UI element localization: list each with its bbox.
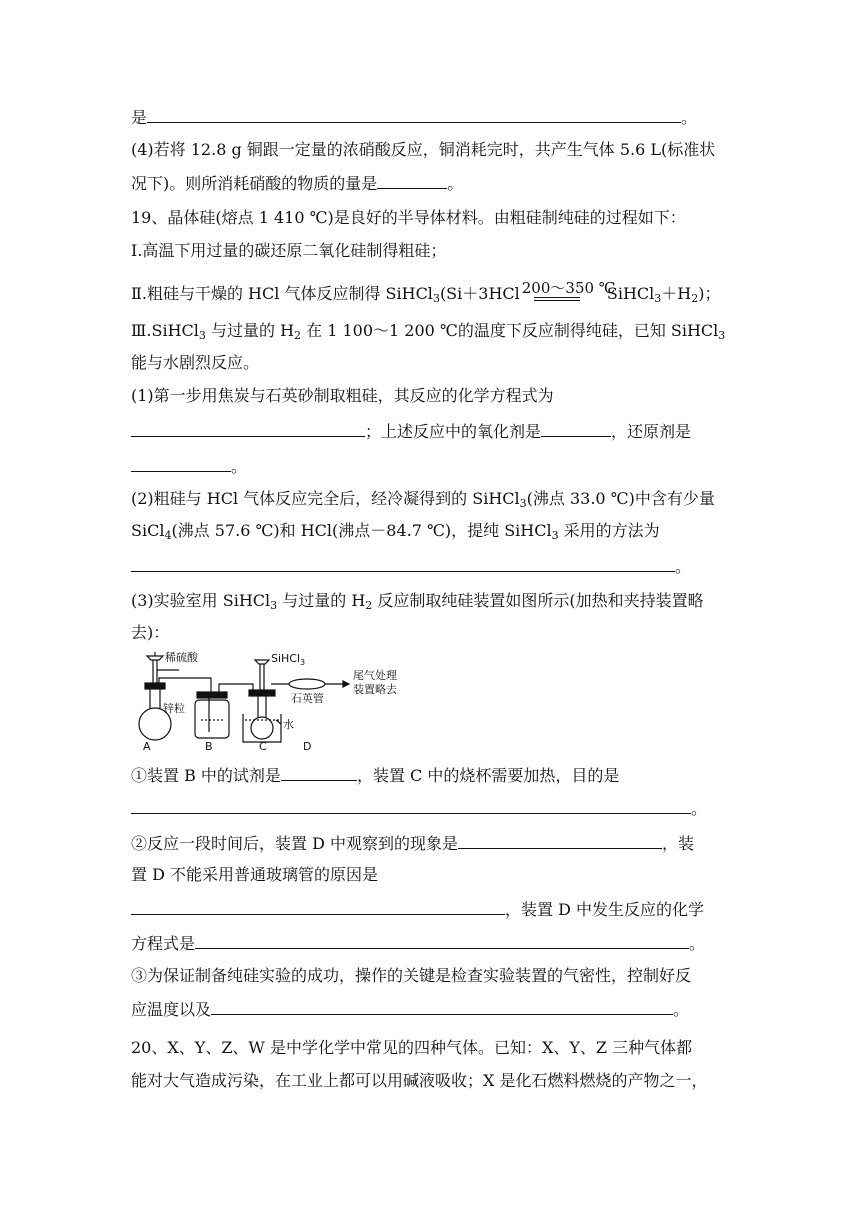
sihcl3-text: SiHCl	[271, 652, 301, 665]
condition-text: 200～350 ℃	[521, 279, 616, 297]
text: 能与水剧烈反应。	[131, 353, 260, 372]
text-line	[131, 898, 741, 921]
text: (沸点 33.0 ℃)中含有少量	[526, 489, 715, 508]
answer-blank[interactable]	[131, 898, 505, 915]
text-line	[131, 106, 741, 129]
text: 与过量的 H	[205, 321, 295, 340]
step-2	[131, 279, 741, 305]
quartz-tube-label: 石英管	[291, 692, 324, 705]
text: 。	[689, 934, 706, 953]
answer-blank[interactable]	[377, 172, 447, 189]
text-line	[131, 172, 741, 195]
answer-blank[interactable]	[211, 998, 673, 1015]
text: 是	[131, 108, 148, 127]
answer-blank[interactable]	[458, 832, 662, 849]
text: Ⅲ.SiHCl	[131, 321, 199, 340]
text: 能对大气造成污染，在工业上都可以用碱液吸收；X 是化石燃料燃烧的产物之一，	[131, 1071, 708, 1090]
subquestion-3	[131, 590, 741, 612]
label-a: A	[143, 740, 151, 752]
apparatus-diagram	[131, 648, 401, 752]
subscript: 4	[164, 529, 172, 542]
tail-gas-label-line1: 尾气处理	[353, 669, 397, 682]
arrow-icon	[343, 681, 349, 687]
question-4	[131, 139, 741, 161]
text-line	[131, 932, 741, 955]
flask-c-neck	[258, 696, 266, 717]
text: 。	[231, 457, 248, 476]
text: 采用的方法为	[558, 521, 660, 540]
subquestion-3-1	[131, 764, 741, 787]
text: ③为保证制备纯硅实验的成功，操作的关键是检查实验装置的气密性，控制好反	[131, 966, 692, 985]
reaction-condition	[520, 279, 616, 305]
subscript: 3	[551, 529, 559, 542]
answer-blank[interactable]	[195, 932, 689, 949]
text: )；	[698, 284, 721, 303]
text: (3)实验室用 SiHCl	[131, 591, 271, 610]
text: 19、晶体硅(熔点 1 410 ℃)是良好的半导体材料。由粗硅制纯硅的过程如下：	[131, 208, 686, 227]
dropping-funnel-a-icon	[147, 656, 163, 660]
text-line	[131, 520, 741, 542]
equal-sign	[534, 297, 580, 301]
stopper-a	[145, 683, 165, 689]
label-d: D	[303, 740, 312, 752]
funnel-c-stem	[260, 664, 264, 690]
subscript: 3	[270, 599, 278, 612]
bottle-b-icon	[195, 700, 229, 738]
answer-blank[interactable]	[131, 555, 675, 572]
text: 况下)。则所消耗硝酸的物质的量是	[131, 174, 378, 193]
text: 。	[675, 557, 692, 576]
text-line	[131, 352, 741, 374]
text: (沸点 57.6 ℃)和 HCl(沸点－84.7 ℃)，提纯 SiHCl	[171, 521, 552, 540]
text: (1)第一步用焦炭与石英砂制取粗硅，其反应的化学方程式为	[131, 386, 554, 405]
text: ，装	[662, 834, 695, 853]
stopper-c	[249, 690, 275, 696]
subquestion-2	[131, 488, 741, 510]
subscript: 3	[519, 497, 527, 510]
subquestion-1	[131, 385, 741, 407]
sihcl3-subscript: 3	[300, 658, 306, 667]
answer-blank[interactable]	[131, 797, 691, 814]
water-label: 水	[283, 718, 294, 731]
label-c: C	[259, 740, 267, 752]
text: 置 D 不能采用普通玻璃管的原因是	[131, 865, 379, 884]
question-19	[131, 207, 741, 229]
text: ，装置 D 中发生反应的化学	[505, 900, 705, 919]
text-line	[131, 555, 741, 578]
subscript: 2	[691, 292, 699, 305]
text: 反应制取纯硅装置如图所示(加热和夹持装置略	[372, 591, 704, 610]
text: 。	[691, 799, 708, 818]
text: 在 1 100～1 200 ℃的温度下反应制得纯硅，已知 SiHCl	[301, 321, 719, 340]
subquestion-3-2	[131, 832, 741, 855]
subscript: 3	[718, 329, 726, 342]
text: 20、X、Y、Z、W 是中学化学中常见的四种气体。已知：X、Y、Z 三种气体都	[131, 1038, 693, 1057]
dropping-funnel-c-icon	[255, 660, 269, 664]
text-line	[131, 864, 741, 886]
text: Ⅱ.粗硅与干燥的 HCl 气体反应制得 SiHCl	[131, 284, 433, 303]
text: ，装置 C 中的烧杯需要加热，目的是	[356, 766, 620, 785]
subscript: 2	[365, 599, 373, 612]
text-line	[131, 1070, 741, 1092]
answer-blank[interactable]	[541, 420, 611, 437]
text-line	[131, 622, 741, 644]
step-1	[131, 240, 741, 262]
text: (4)若将 12.8 g 铜跟一定量的浓硝酸反应，铜消耗完时，共产生气体 5.6 L(标准状	[131, 140, 716, 159]
answer-blank[interactable]	[131, 420, 365, 437]
stopper-b	[197, 692, 227, 698]
funnel-stem	[153, 660, 157, 683]
dilute-sulfuric-acid-label: 稀硫酸	[165, 651, 198, 664]
text-line	[131, 797, 741, 820]
sihcl3-label	[271, 652, 305, 667]
text: ；上述反应中的氧化剂是	[365, 422, 542, 441]
answer-blank[interactable]	[281, 764, 357, 781]
subscript: 2	[294, 329, 302, 342]
text: 方程式是	[131, 934, 196, 953]
text: (Si＋3HCl	[439, 284, 520, 303]
question-20	[131, 1037, 741, 1059]
text: 应温度以及	[131, 1000, 212, 1019]
tube-b-c	[209, 684, 253, 732]
subscript: 3	[198, 329, 206, 342]
tail-gas-label-line2: 装置略去	[353, 683, 397, 696]
text: ②反应一段时间后，装置 D 中观察到的现象是	[131, 834, 459, 853]
text: 与过量的 H	[277, 591, 366, 610]
text: SiCl	[131, 521, 165, 540]
zinc-granules-label: 锌粒	[163, 702, 185, 715]
subquestion-3-3	[131, 965, 741, 987]
text-line	[131, 455, 741, 478]
text: ＋H	[661, 284, 692, 303]
text: (2)粗硅与 HCl 气体反应完全后，经冷凝得到的 SiHCl	[131, 489, 520, 508]
answer-blank[interactable]	[147, 106, 681, 123]
beaker-c-icon	[243, 714, 281, 742]
text: 去)：	[131, 623, 170, 642]
text: SiHCl	[606, 284, 655, 303]
text: Ⅰ.高温下用过量的碳还原二氧化硅制得粗硅；	[131, 241, 447, 260]
step-3	[131, 320, 741, 342]
text-line	[131, 998, 741, 1021]
label-b: B	[205, 740, 213, 752]
text: ①装置 B 中的试剂是	[131, 766, 281, 785]
text: ，还原剂是	[611, 422, 692, 441]
text: 。	[447, 174, 464, 193]
text: 。	[673, 1000, 690, 1019]
text-line	[131, 420, 741, 443]
text: 。	[681, 108, 698, 127]
subscript: 3	[432, 292, 440, 305]
quartz-tube-d-icon	[289, 679, 325, 689]
answer-blank[interactable]	[131, 455, 231, 472]
subscript: 3	[654, 292, 662, 305]
